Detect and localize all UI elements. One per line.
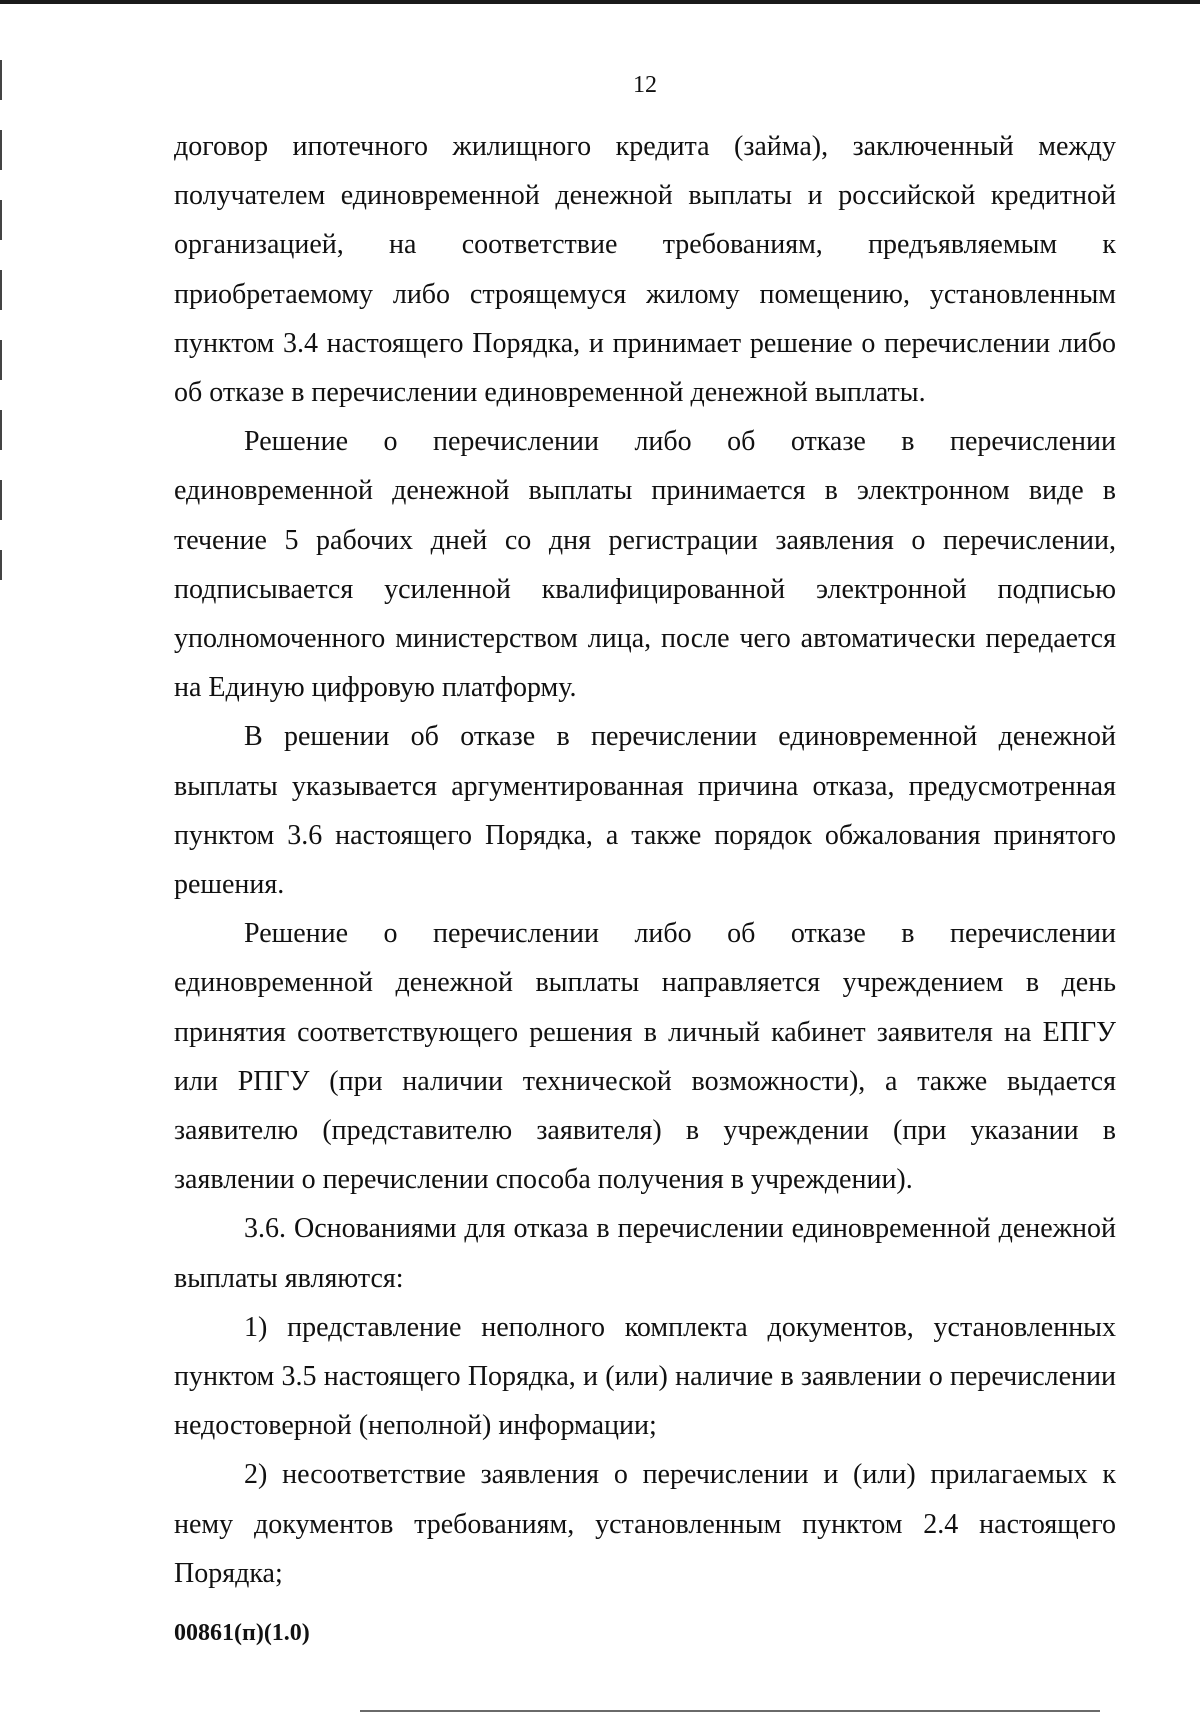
scan-left-edge xyxy=(0,60,2,580)
paragraph-4: Решение о перечислении либо об отказе в перечислении единовременной денежной выплаты направляется учреждением в день принятия соответствующего решения в личный кабинет заявителя на ЕПГУ или РПГУ (при наличии технической возможности), а также выдается заявителю (представителю заявителя) в учреждении (при указании в заявлении о перечислении способа получения в учреждении). xyxy=(174,918,1116,1196)
document-code: 00861(п)(1.0) xyxy=(174,1620,310,1646)
paragraph-1: договор ипотечного жилищного кредита (займа), заключенный между получателем единовременной денежной выплаты и российской кредитной организацией, на соответствие требованиям, предъявляемым к приобретаемому либо строящемуся жилому помещению, установленным пунктом 3.4 настоящего Порядка, и принимает решение о перечислении либо об отказе в перечислении единовременной денежной выплаты. xyxy=(174,131,1116,409)
page-top-border xyxy=(0,0,1200,4)
page-number: 12 xyxy=(633,72,657,98)
list-item-1: 1) представление неполного комплекта документов, установленных пунктом 3.5 настоящего Порядка, и (или) наличие в заявлении о перечислении недостоверной (неполной) информации; xyxy=(174,1311,1116,1442)
document-body xyxy=(174,122,1116,1598)
bottom-rule xyxy=(360,1710,1100,1712)
paragraph-3: В решении об отказе в перечислении единовременной денежной выплаты указывается аргументированная причина отказа, предусмотренная пунктом 3.6 настоящего Порядка, а также порядок обжалования принятого решения. xyxy=(174,721,1116,901)
paragraph-2: Решение о перечислении либо об отказе в перечислении единовременной денежной выплаты принимается в электронном виде в течение 5 рабочих дней со дня регистрации заявления о перечислении, подписывается усиленной квалифицированной электронной подписью уполномоченного министерством лица, после чего автоматически передается на Единую цифровую платформу. xyxy=(174,426,1116,704)
paragraph-5-section-3-6: 3.6. Основаниями для отказа в перечислении единовременной денежной выплаты являются: xyxy=(174,1213,1116,1294)
list-item-2: 2) несоответствие заявления о перечислении и (или) прилагаемых к нему документов требованиям, установленным пунктом 2.4 настоящего Порядка; xyxy=(174,1459,1116,1589)
